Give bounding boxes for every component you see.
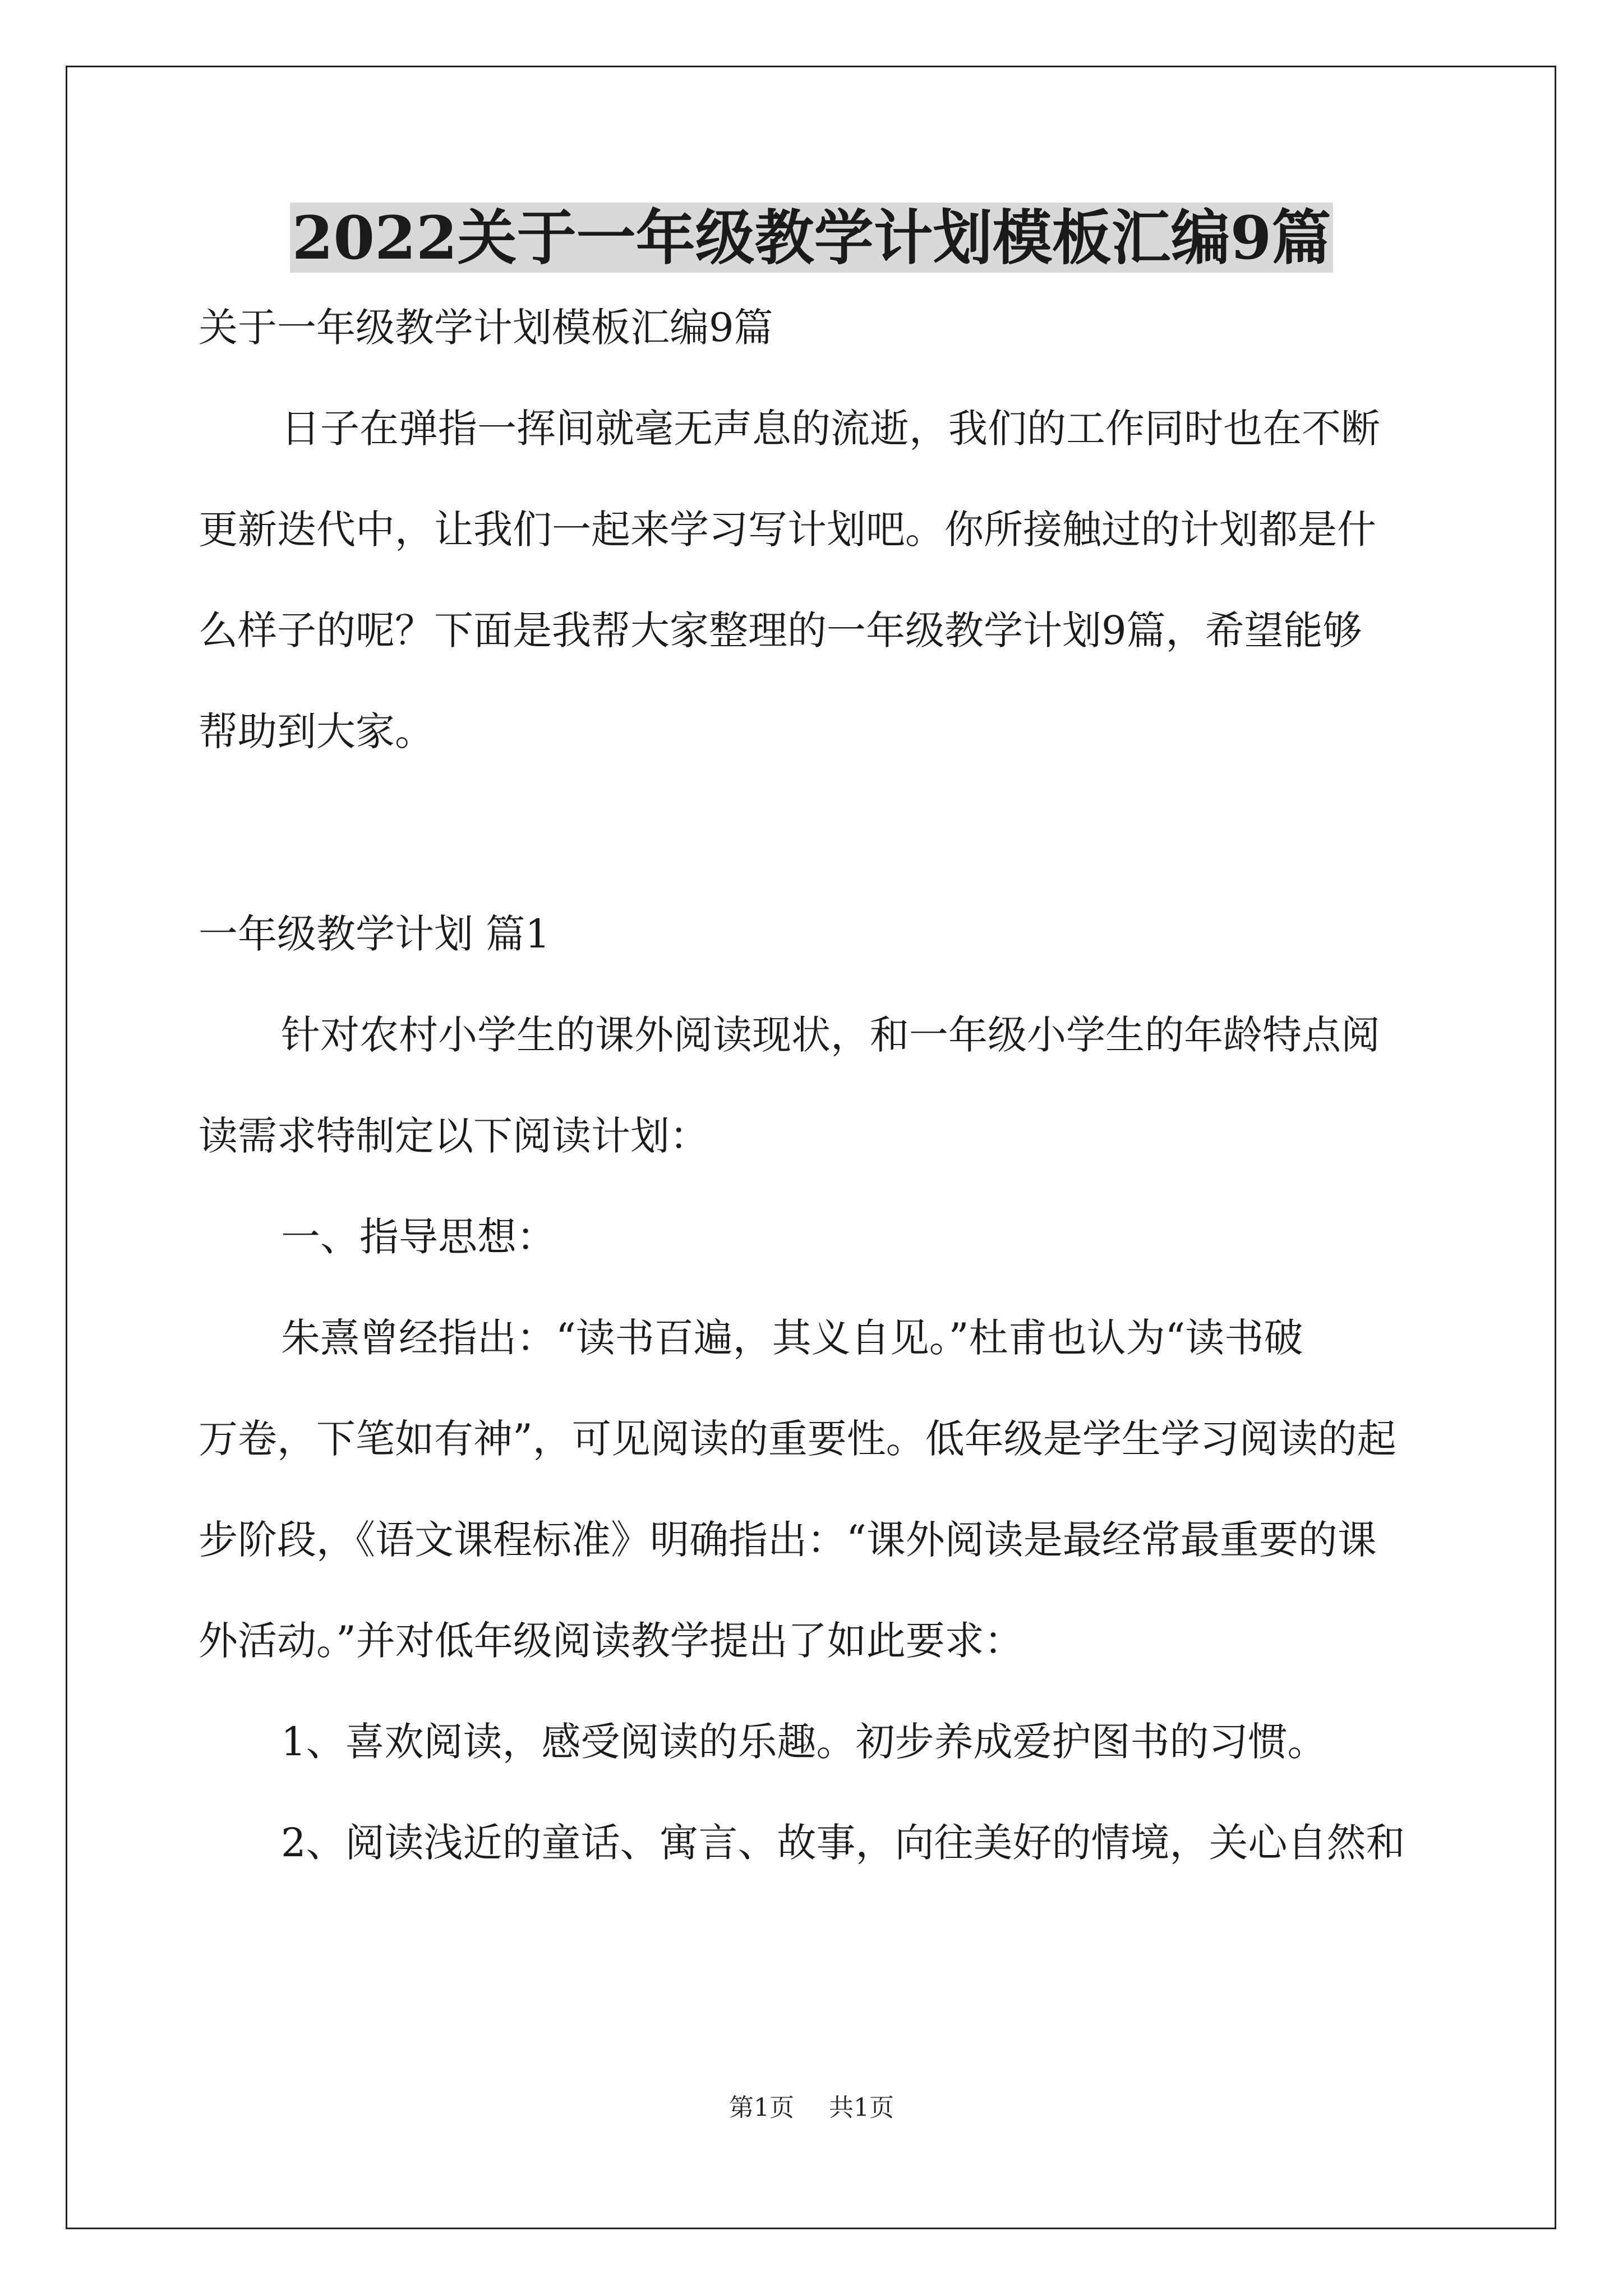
page-footer: [0, 2092, 1623, 2124]
body-line: 朱熹曾经指出：“读书百遍，其义自见。”杜甫也认为“读书破: [281, 1315, 1303, 1361]
body-line: 关于一年级教学计划模板汇编9篇: [199, 305, 773, 351]
body-line: 外活动。”并对低年级阅读教学提出了如此要求：: [199, 1618, 1023, 1664]
body-line: 更新迭代中，让我们一起来学习写计划吧。你所接触过的计划都是什: [199, 507, 1376, 553]
body-line: 一、指导思想：: [281, 1214, 556, 1260]
body-line: 么样子的呢？下面是我帮大家整理的一年级教学计划9篇，希望能够: [199, 608, 1362, 654]
body-line: 读需求特制定以下阅读计划：: [199, 1113, 709, 1159]
body-line: 帮助到大家。: [199, 708, 434, 754]
body-line: 万卷，下笔如有神”，可见阅读的重要性。低年级是学生学习阅读的起: [199, 1416, 1396, 1462]
body-line: 2、阅读浅近的童话、寓言、故事，向往美好的情境，关心自然和: [281, 1820, 1405, 1866]
document-body: [199, 303, 1432, 1867]
page-total: 共1页: [829, 2093, 894, 2122]
body-line: 日子在弹指一挥间就毫无声息的流逝，我们的工作同时也在不断: [281, 406, 1380, 452]
body-line: 步阶段，《语文课程标准》明确指出：“课外阅读是最经常最重要的课: [199, 1517, 1377, 1563]
body-line: 针对农村小学生的课外阅读现状，和一年级小学生的年龄特点阅: [281, 1012, 1380, 1058]
document-title: [0, 199, 1623, 277]
document-title-text: 2022关于一年级教学计划模板汇编9篇: [290, 203, 1334, 273]
body-line: 1、喜欢阅读，感受阅读的乐趣。初步养成爱护图书的习惯。: [281, 1719, 1327, 1765]
body-line: 一年级教学计划 篇1: [199, 911, 550, 957]
page-number: 第1页: [729, 2093, 794, 2122]
